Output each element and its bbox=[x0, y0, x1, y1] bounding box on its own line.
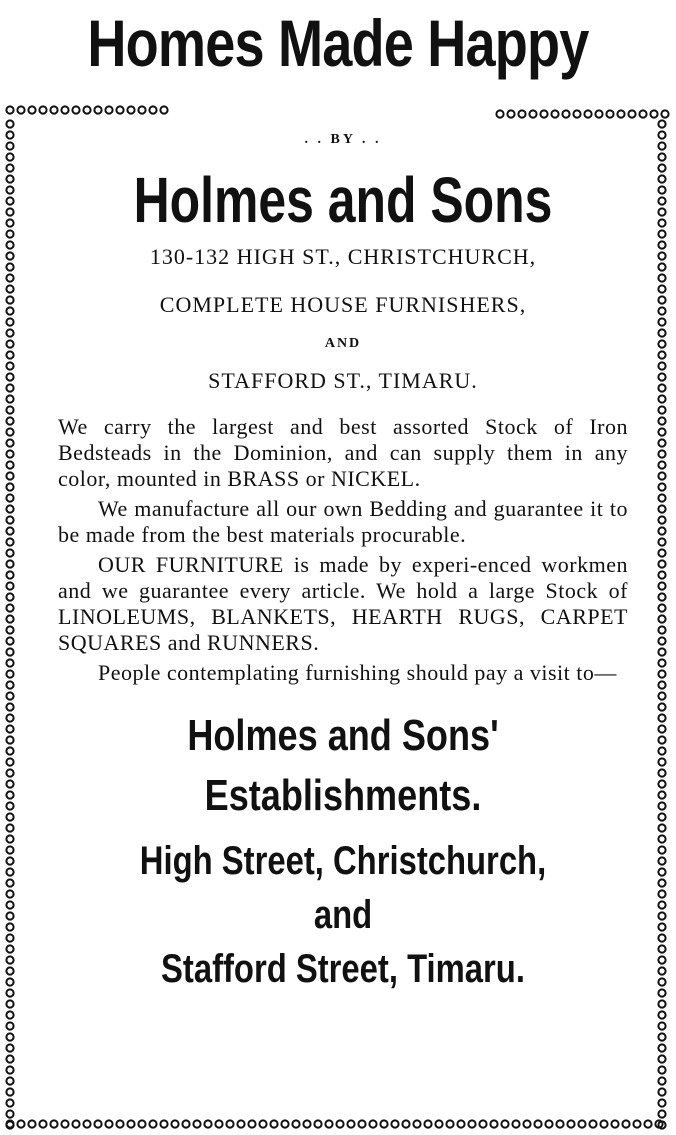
border-link bbox=[6, 736, 13, 743]
border-link bbox=[435, 1120, 442, 1127]
border-link bbox=[658, 714, 665, 721]
border-link bbox=[658, 483, 665, 490]
border-link bbox=[658, 1044, 665, 1051]
border-link bbox=[658, 230, 665, 237]
border-link bbox=[292, 1120, 299, 1127]
border-link bbox=[6, 318, 13, 325]
border-link bbox=[6, 505, 13, 512]
border-link bbox=[83, 106, 90, 113]
border-link bbox=[72, 1120, 79, 1127]
border-link bbox=[496, 110, 503, 117]
border-link bbox=[658, 571, 665, 578]
border-link bbox=[6, 879, 13, 886]
border-link bbox=[50, 1120, 57, 1127]
border-link bbox=[28, 106, 35, 113]
border-link bbox=[6, 106, 13, 113]
border-link bbox=[6, 197, 13, 204]
closing-address-line-1: High Street, Christchurch, and bbox=[139, 839, 547, 937]
border-link bbox=[6, 208, 13, 215]
border-link bbox=[6, 428, 13, 435]
and-connector: AND bbox=[324, 336, 362, 351]
body-copy bbox=[58, 414, 628, 686]
headline: Homes Made Happy bbox=[87, 6, 589, 80]
border-link bbox=[658, 835, 665, 842]
border-link bbox=[658, 692, 665, 699]
border-link bbox=[369, 1120, 376, 1127]
border-link bbox=[589, 1120, 596, 1127]
border-link bbox=[658, 164, 665, 171]
border-link bbox=[6, 747, 13, 754]
closing-name-line-1: Holmes and Sons' bbox=[187, 711, 499, 760]
border-link bbox=[658, 274, 665, 281]
border-link bbox=[658, 208, 665, 215]
border-link bbox=[424, 1120, 431, 1127]
border-link bbox=[658, 725, 665, 732]
border-link bbox=[6, 219, 13, 226]
paragraph-furniture: OUR FURNITURE is made by experi-enced workmen and we guarantee every article. We hold a large Stock of LINOLEUMS, BLANKETS, HEARTH RUGS, CARPET SQUARES and RUNNERS. bbox=[58, 552, 628, 655]
border-link bbox=[6, 846, 13, 853]
border-link bbox=[6, 164, 13, 171]
border-link bbox=[127, 1120, 134, 1127]
border-link bbox=[658, 582, 665, 589]
border-link bbox=[658, 285, 665, 292]
border-link bbox=[6, 274, 13, 281]
border-link bbox=[281, 1120, 288, 1127]
border-link bbox=[149, 1120, 156, 1127]
border-link bbox=[6, 1044, 13, 1051]
border-link bbox=[6, 329, 13, 336]
border-link bbox=[658, 197, 665, 204]
border-link bbox=[658, 912, 665, 919]
border-link bbox=[512, 1120, 519, 1127]
border-link bbox=[6, 406, 13, 413]
border-link bbox=[658, 956, 665, 963]
border-link bbox=[658, 461, 665, 468]
border-link bbox=[658, 505, 665, 512]
border-link bbox=[658, 417, 665, 424]
border-link bbox=[658, 780, 665, 787]
border-link bbox=[6, 1066, 13, 1073]
border-link bbox=[611, 1120, 618, 1127]
border-link bbox=[6, 549, 13, 556]
border-link bbox=[658, 142, 665, 149]
border-link bbox=[6, 351, 13, 358]
border-link bbox=[658, 681, 665, 688]
border-link bbox=[6, 340, 13, 347]
border-link bbox=[6, 307, 13, 314]
border-link bbox=[6, 120, 13, 127]
border-link bbox=[6, 593, 13, 600]
border-link bbox=[6, 560, 13, 567]
border-link bbox=[413, 1120, 420, 1127]
border-link bbox=[658, 428, 665, 435]
border-link bbox=[160, 1120, 167, 1127]
border-link bbox=[644, 1120, 651, 1127]
border-link bbox=[391, 1120, 398, 1127]
border-link bbox=[270, 1120, 277, 1127]
border-link bbox=[658, 615, 665, 622]
border-link bbox=[584, 110, 591, 117]
border-link bbox=[6, 1110, 13, 1117]
border-link bbox=[259, 1120, 266, 1127]
border-link bbox=[6, 670, 13, 677]
border-link bbox=[658, 549, 665, 556]
border-link bbox=[116, 1120, 123, 1127]
border-link bbox=[658, 120, 665, 127]
border-link bbox=[6, 1088, 13, 1095]
border-link bbox=[658, 175, 665, 182]
border-link bbox=[94, 1120, 101, 1127]
border-link bbox=[6, 692, 13, 699]
border-link bbox=[17, 1120, 24, 1127]
border-link bbox=[595, 110, 602, 117]
border-link bbox=[6, 615, 13, 622]
border-link bbox=[6, 131, 13, 138]
border-link bbox=[523, 1120, 530, 1127]
border-link bbox=[6, 791, 13, 798]
border-link bbox=[171, 1120, 178, 1127]
border-link bbox=[658, 890, 665, 897]
border-link bbox=[6, 824, 13, 831]
border-link bbox=[6, 582, 13, 589]
border-link bbox=[6, 571, 13, 578]
border-link bbox=[402, 1120, 409, 1127]
border-link bbox=[61, 1120, 68, 1127]
border-link bbox=[61, 106, 68, 113]
border-link bbox=[658, 362, 665, 369]
border-link bbox=[658, 846, 665, 853]
border-link bbox=[658, 318, 665, 325]
border-link bbox=[658, 802, 665, 809]
border-link bbox=[658, 131, 665, 138]
firm-name: Holmes and Sons bbox=[133, 164, 553, 236]
border-link bbox=[6, 175, 13, 182]
border-link bbox=[6, 527, 13, 534]
border-link bbox=[6, 252, 13, 259]
border-link bbox=[72, 106, 79, 113]
border-link bbox=[658, 978, 665, 985]
border-link bbox=[6, 1099, 13, 1106]
border-link bbox=[562, 110, 569, 117]
border-link bbox=[658, 747, 665, 754]
border-link bbox=[501, 1120, 508, 1127]
border-link bbox=[6, 516, 13, 523]
border-link bbox=[658, 406, 665, 413]
border-link bbox=[6, 186, 13, 193]
border-link bbox=[6, 153, 13, 160]
border-link bbox=[658, 219, 665, 226]
border-link bbox=[204, 1120, 211, 1127]
border-link bbox=[658, 1055, 665, 1062]
border-link bbox=[6, 142, 13, 149]
border-link bbox=[6, 538, 13, 545]
border-link bbox=[6, 714, 13, 721]
border-link bbox=[658, 450, 665, 457]
border-link bbox=[193, 1120, 200, 1127]
border-link bbox=[6, 461, 13, 468]
border-link bbox=[573, 110, 580, 117]
border-link bbox=[658, 1022, 665, 1029]
border-link bbox=[6, 626, 13, 633]
border-link bbox=[215, 1120, 222, 1127]
border-link bbox=[658, 241, 665, 248]
border-link bbox=[578, 1120, 585, 1127]
border-link bbox=[658, 153, 665, 160]
paragraph-bedding: We manufacture all our own Bedding and guarantee it to be made from the best materials procurable. bbox=[58, 496, 628, 547]
border-link bbox=[545, 1120, 552, 1127]
border-link bbox=[6, 890, 13, 897]
border-link bbox=[6, 263, 13, 270]
border-link bbox=[6, 362, 13, 369]
border-link bbox=[658, 186, 665, 193]
border-link bbox=[457, 1120, 464, 1127]
border-link bbox=[160, 106, 167, 113]
border-link bbox=[116, 106, 123, 113]
border-link bbox=[6, 912, 13, 919]
border-link bbox=[490, 1120, 497, 1127]
border-link bbox=[237, 1120, 244, 1127]
border-link bbox=[658, 857, 665, 864]
border-link bbox=[658, 1000, 665, 1007]
border-link bbox=[658, 934, 665, 941]
border-link bbox=[6, 780, 13, 787]
border-link bbox=[6, 923, 13, 930]
paragraph-visit: People contemplating furnishing should pay a visit to— bbox=[98, 660, 617, 685]
border-link bbox=[658, 989, 665, 996]
border-link bbox=[658, 945, 665, 952]
border-link bbox=[658, 296, 665, 303]
by-line: . . BY . . bbox=[304, 132, 382, 147]
border-link bbox=[138, 106, 145, 113]
border-link bbox=[6, 384, 13, 391]
border-link bbox=[6, 230, 13, 237]
border-link bbox=[149, 106, 156, 113]
border-link bbox=[6, 1011, 13, 1018]
border-link bbox=[336, 1120, 343, 1127]
border-link bbox=[303, 1120, 310, 1127]
border-link bbox=[6, 813, 13, 820]
border-link bbox=[6, 472, 13, 479]
border-link bbox=[6, 395, 13, 402]
border-link bbox=[658, 340, 665, 347]
border-link bbox=[529, 110, 536, 117]
border-link bbox=[658, 758, 665, 765]
border-link bbox=[6, 285, 13, 292]
border-link bbox=[658, 813, 665, 820]
border-link bbox=[658, 307, 665, 314]
border-link bbox=[94, 106, 101, 113]
border-link bbox=[658, 736, 665, 743]
border-link bbox=[639, 110, 646, 117]
border-link bbox=[658, 879, 665, 886]
border-link bbox=[658, 516, 665, 523]
border-link bbox=[105, 106, 112, 113]
border-link bbox=[6, 296, 13, 303]
border-link bbox=[6, 857, 13, 864]
border-link bbox=[658, 1077, 665, 1084]
border-link bbox=[6, 373, 13, 380]
border-link bbox=[39, 106, 46, 113]
border-link bbox=[6, 604, 13, 611]
border-link bbox=[28, 1120, 35, 1127]
border-link bbox=[39, 1120, 46, 1127]
address-timaru: STAFFORD ST., TIMARU. bbox=[208, 368, 478, 393]
border-link bbox=[628, 110, 635, 117]
address-christchurch: 130-132 HIGH ST., CHRISTCHURCH, bbox=[149, 244, 537, 269]
border-link bbox=[658, 1088, 665, 1095]
border-link bbox=[6, 956, 13, 963]
border-link bbox=[6, 769, 13, 776]
border-link bbox=[6, 802, 13, 809]
border-link bbox=[658, 472, 665, 479]
border-link bbox=[6, 703, 13, 710]
border-link bbox=[658, 791, 665, 798]
border-link bbox=[479, 1120, 486, 1127]
border-link bbox=[6, 901, 13, 908]
border-link bbox=[658, 1066, 665, 1073]
border-link bbox=[658, 1033, 665, 1040]
paragraph-bedsteads: We carry the largest and best assorted Stock of Iron Bedsteads in the Dominion, and can supply them in any color, mounted in BRASS or NICKEL. bbox=[58, 414, 628, 491]
border-link bbox=[507, 110, 514, 117]
border-link bbox=[6, 945, 13, 952]
border-link bbox=[658, 824, 665, 831]
border-link bbox=[658, 494, 665, 501]
advertisement-body bbox=[58, 130, 628, 996]
border-link bbox=[658, 439, 665, 446]
border-link bbox=[658, 648, 665, 655]
border-link bbox=[534, 1120, 541, 1127]
border-link bbox=[658, 1110, 665, 1117]
trade-description: COMPLETE HOUSE FURNISHERS, bbox=[159, 292, 527, 317]
border-link bbox=[6, 439, 13, 446]
border-link bbox=[658, 560, 665, 567]
border-link bbox=[446, 1120, 453, 1127]
border-link bbox=[138, 1120, 145, 1127]
border-link bbox=[658, 670, 665, 677]
border-link bbox=[226, 1120, 233, 1127]
border-link bbox=[6, 450, 13, 457]
border-link bbox=[6, 1000, 13, 1007]
border-link bbox=[6, 1077, 13, 1084]
border-link bbox=[658, 967, 665, 974]
border-link bbox=[182, 1120, 189, 1127]
border-link bbox=[551, 110, 558, 117]
border-link bbox=[658, 593, 665, 600]
border-link bbox=[6, 978, 13, 985]
border-link bbox=[17, 106, 24, 113]
border-link bbox=[50, 106, 57, 113]
border-link bbox=[347, 1120, 354, 1127]
border-link bbox=[658, 923, 665, 930]
border-link bbox=[658, 373, 665, 380]
border-link bbox=[105, 1120, 112, 1127]
border-link bbox=[325, 1120, 332, 1127]
border-link bbox=[658, 263, 665, 270]
border-link bbox=[6, 725, 13, 732]
border-link bbox=[661, 110, 668, 117]
border-link bbox=[606, 110, 613, 117]
border-link bbox=[468, 1120, 475, 1127]
border-link bbox=[658, 252, 665, 259]
border-link bbox=[658, 901, 665, 908]
border-link bbox=[6, 1022, 13, 1029]
border-link bbox=[600, 1120, 607, 1127]
border-link bbox=[6, 483, 13, 490]
border-link bbox=[617, 110, 624, 117]
border-link bbox=[658, 637, 665, 644]
border-link bbox=[6, 241, 13, 248]
border-link bbox=[658, 527, 665, 534]
border-link bbox=[658, 769, 665, 776]
border-link bbox=[6, 494, 13, 501]
border-link bbox=[658, 1011, 665, 1018]
border-link bbox=[658, 351, 665, 358]
border-link bbox=[6, 835, 13, 842]
border-link bbox=[83, 1120, 90, 1127]
border-link bbox=[380, 1120, 387, 1127]
border-link bbox=[6, 967, 13, 974]
border-link bbox=[6, 648, 13, 655]
border-link bbox=[540, 110, 547, 117]
border-link bbox=[622, 1120, 629, 1127]
border-link bbox=[248, 1120, 255, 1127]
border-link bbox=[658, 329, 665, 336]
border-link bbox=[518, 110, 525, 117]
border-link bbox=[6, 868, 13, 875]
border-link bbox=[658, 604, 665, 611]
border-link bbox=[658, 868, 665, 875]
border-link bbox=[650, 110, 657, 117]
border-link bbox=[658, 1099, 665, 1106]
border-link bbox=[658, 538, 665, 545]
border-link bbox=[6, 417, 13, 424]
border-link bbox=[314, 1120, 321, 1127]
border-link bbox=[6, 659, 13, 666]
border-link bbox=[633, 1120, 640, 1127]
border-link bbox=[6, 758, 13, 765]
border-link bbox=[127, 106, 134, 113]
border-link bbox=[6, 1033, 13, 1040]
border-link bbox=[658, 384, 665, 391]
border-link bbox=[358, 1120, 365, 1127]
border-link bbox=[6, 1055, 13, 1062]
border-link bbox=[658, 395, 665, 402]
border-link bbox=[658, 626, 665, 633]
border-link bbox=[6, 934, 13, 941]
border-link bbox=[6, 989, 13, 996]
border-link bbox=[658, 659, 665, 666]
border-link bbox=[6, 637, 13, 644]
border-link bbox=[556, 1120, 563, 1127]
border-link bbox=[6, 681, 13, 688]
border-link bbox=[567, 1120, 574, 1127]
closing-address-line-2: Stafford Street, Timaru. bbox=[161, 947, 525, 991]
closing-name-line-2: Establishments. bbox=[204, 771, 482, 820]
closing-block bbox=[58, 706, 628, 996]
border-link bbox=[658, 703, 665, 710]
